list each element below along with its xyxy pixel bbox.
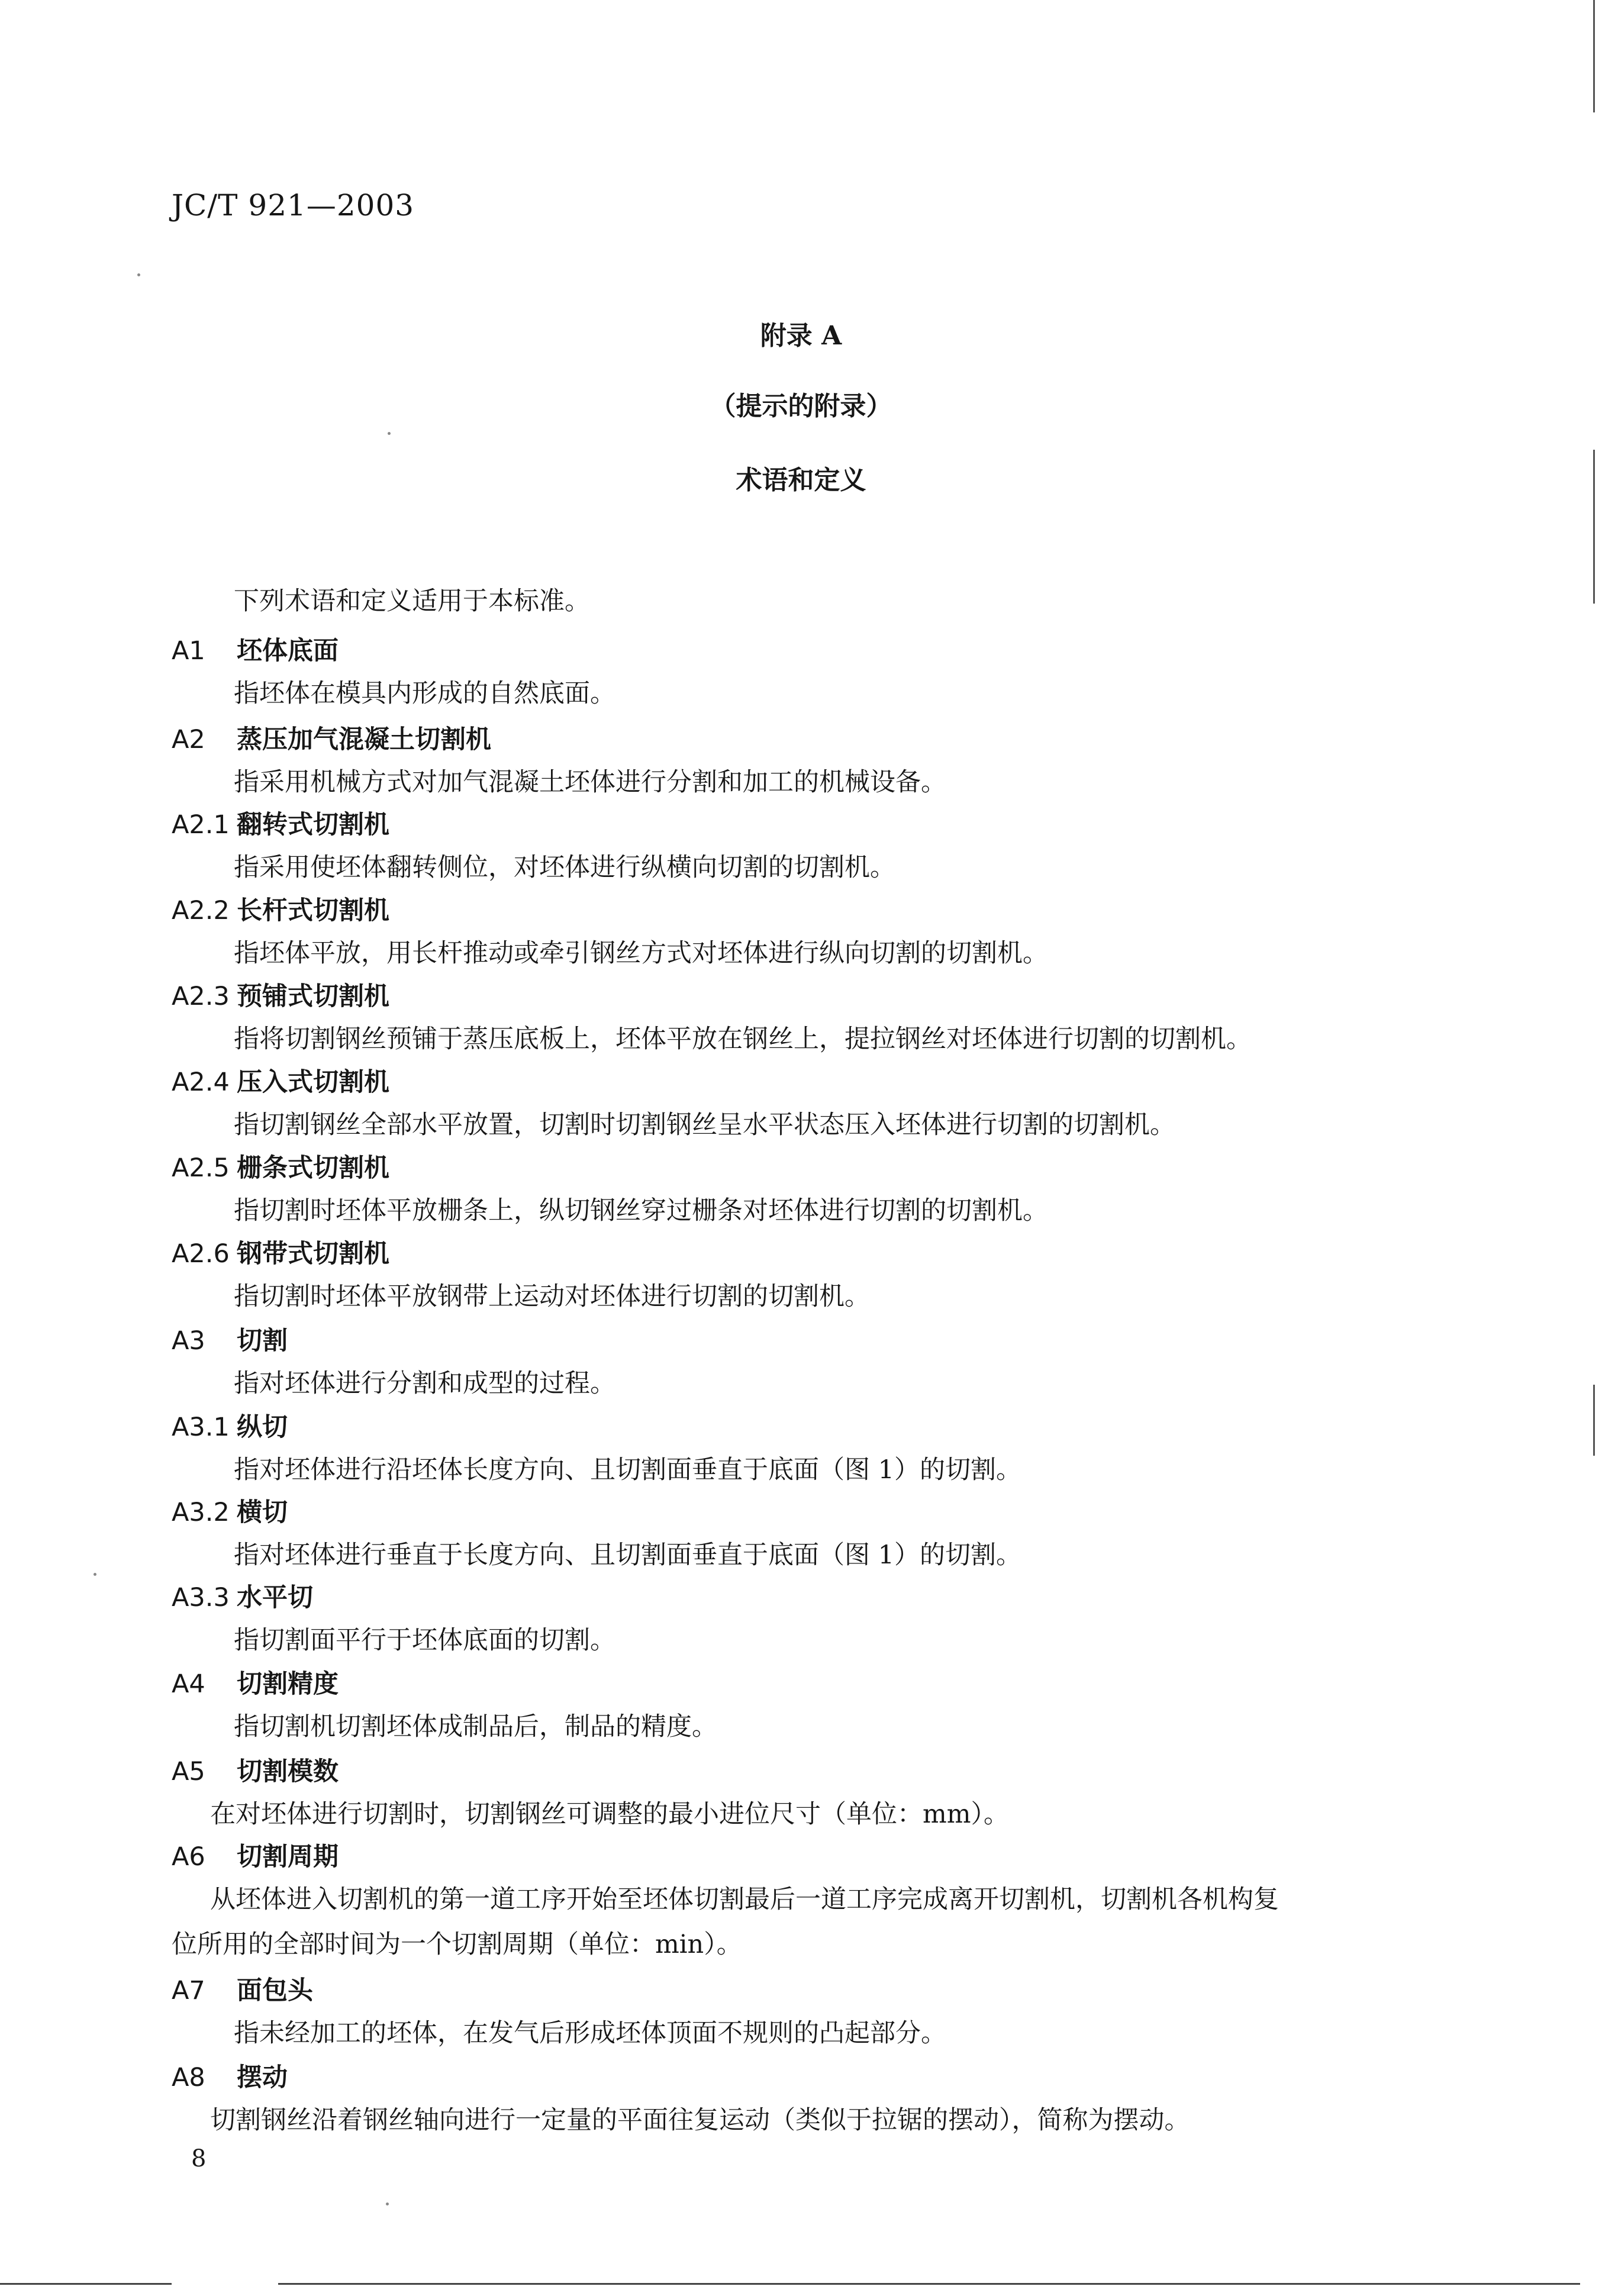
term-heading [172, 1837, 339, 1873]
scan-edge-line [1593, 0, 1595, 112]
term-heading [172, 720, 491, 756]
term-definition: 指切割钢丝全部水平放置，切割时切割钢丝呈水平状态压入坯体进行切割的切割机。 [234, 1110, 1175, 1140]
standard-code: JC/T 921—2003 [172, 188, 415, 222]
term-heading [172, 2058, 288, 2094]
term-name: 钢带式切割机 [237, 1239, 389, 1269]
term-definition: 指将切割钢丝预铺于蒸压底板上，坯体平放在钢丝上，提拉钢丝对坯体进行切割的切割机。 [234, 1024, 1252, 1054]
term-heading [172, 1234, 389, 1270]
term-number: A2.4 [172, 1068, 230, 1097]
term-heading [172, 1492, 288, 1528]
term-number: A6 [172, 1842, 205, 1872]
term-name: 压入式切割机 [237, 1068, 389, 1097]
term-number: A3.2 [172, 1498, 230, 1527]
term-definition-continued: 位所用的全部时间为一个切割周期（单位：min）。 [172, 1930, 742, 1959]
term-heading [172, 1148, 389, 1184]
term-definition: 从坯体进入切割机的第一道工序开始至坯体切割最后一道工序完成离开切割机，切割机各机构复 [210, 1885, 1279, 1914]
term-number: A8 [172, 2063, 205, 2092]
term-name: 切割精度 [237, 1669, 339, 1699]
term-number: A2 [172, 725, 205, 754]
scan-speck [94, 1573, 96, 1576]
term-name: 翻转式切割机 [237, 810, 389, 840]
term-number: A1 [172, 636, 205, 666]
term-name: 切割 [237, 1326, 288, 1356]
term-name: 横切 [237, 1498, 288, 1527]
term-definition: 指坯体平放，用长杆推动或牵引钢丝方式对坯体进行纵向切割的切割机。 [234, 939, 1048, 968]
term-definition: 指坯体在模具内形成的自然底面。 [234, 679, 615, 708]
term-heading [172, 1664, 339, 1700]
term-heading [172, 1321, 288, 1357]
term-number: A2.5 [172, 1153, 230, 1183]
term-name: 栅条式切割机 [237, 1153, 389, 1183]
term-name: 切割模数 [237, 1757, 339, 1787]
page-number: 8 [191, 2145, 207, 2172]
term-number: A2.2 [172, 896, 230, 926]
term-definition: 指对坯体进行沿坯体长度方向、且切割面垂直于底面（图 1）的切割。 [234, 1455, 1022, 1485]
term-heading [172, 1578, 313, 1614]
term-definition: 切割钢丝沿着钢丝轴向进行一定量的平面往复运动（类似于拉锯的摆动），简称为摆动。 [210, 2105, 1190, 2135]
term-number: A2.1 [172, 810, 230, 840]
term-name: 纵切 [237, 1413, 288, 1442]
scan-bottom-line [278, 2283, 1580, 2285]
term-name: 水平切 [237, 1583, 313, 1613]
term-name: 蒸压加气混凝土切割机 [237, 725, 491, 754]
term-number: A3 [172, 1326, 205, 1356]
scan-bottom-line [0, 2283, 172, 2285]
term-definition: 指采用使坯体翻转侧位，对坯体进行纵横向切割的切割机。 [234, 853, 895, 882]
term-number: A7 [172, 1976, 205, 2005]
term-heading [172, 1407, 288, 1443]
term-heading [172, 891, 389, 927]
appendix-title: 附录 A [760, 321, 842, 351]
term-heading [172, 976, 389, 1012]
term-name: 坯体底面 [237, 636, 339, 666]
scan-edge-line [1593, 450, 1595, 604]
term-name: 切割周期 [237, 1842, 339, 1872]
term-definition: 指切割面平行于坯体底面的切割。 [234, 1626, 615, 1655]
term-heading [172, 1752, 339, 1788]
term-definition: 在对坯体进行切割时，切割钢丝可调整的最小进位尺寸（单位：mm）。 [210, 1800, 1010, 1829]
term-definition: 指切割时坯体平放栅条上，纵切钢丝穿过栅条对坯体进行切割的切割机。 [234, 1196, 1048, 1226]
term-name: 长杆式切割机 [237, 896, 389, 926]
term-number: A2.3 [172, 982, 230, 1011]
term-number: A3.1 [172, 1413, 230, 1442]
term-name: 摆动 [237, 2063, 288, 2092]
term-number: A5 [172, 1757, 205, 1787]
term-number: A3.3 [172, 1583, 230, 1613]
term-definition: 指对坯体进行垂直于长度方向、且切割面垂直于底面（图 1）的切割。 [234, 1540, 1022, 1570]
term-definition: 指对坯体进行分割和成型的过程。 [234, 1369, 615, 1398]
scan-edge-line [1593, 1385, 1595, 1456]
scan-speck [137, 273, 140, 276]
term-number: A2.6 [172, 1239, 230, 1269]
term-definition: 指未经加工的坯体，在发气后形成坯体顶面不规则的凸起部分。 [234, 2018, 946, 2048]
section-heading: 术语和定义 [736, 465, 866, 495]
term-definition: 指切割机切割坯体成制品后，制品的精度。 [234, 1712, 717, 1742]
scan-speck [388, 432, 391, 435]
term-heading [172, 805, 389, 841]
appendix-subtitle: （提示的附录） [710, 391, 892, 421]
term-heading [172, 1062, 389, 1098]
term-definition: 指采用机械方式对加气混凝土坯体进行分割和加工的机械设备。 [234, 768, 946, 797]
term-heading [172, 1971, 313, 2007]
term-name: 预铺式切割机 [237, 982, 389, 1011]
scan-speck [386, 2203, 389, 2205]
term-heading [172, 631, 339, 667]
intro-text: 下列术语和定义适用于本标准。 [234, 586, 590, 616]
term-name: 面包头 [237, 1976, 313, 2005]
term-definition: 指切割时坯体平放钢带上运动对坯体进行切割的切割机。 [234, 1282, 870, 1311]
term-number: A4 [172, 1669, 205, 1699]
